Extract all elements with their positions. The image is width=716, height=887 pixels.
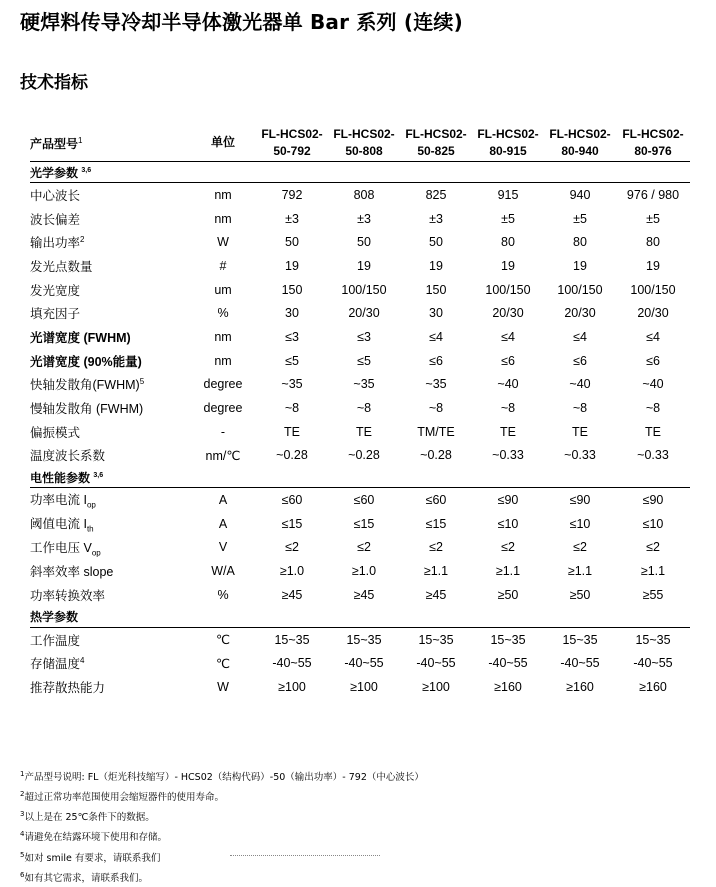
param-value: ≤15 bbox=[425, 516, 447, 531]
param-value: ≥1.1 bbox=[567, 564, 593, 579]
param-unit: % bbox=[217, 306, 229, 321]
param-value: ±3 bbox=[285, 211, 299, 226]
param-value: 19 bbox=[501, 258, 515, 273]
param-value: 50 bbox=[285, 235, 299, 250]
category-row-optical bbox=[30, 162, 690, 183]
param-value: ≤4 bbox=[429, 329, 443, 344]
param-name: 推荐散热能力 bbox=[30, 680, 106, 695]
param-name: 发光点数量 bbox=[30, 259, 93, 274]
param-value: 915 bbox=[497, 187, 519, 202]
footnote: $^5$如对 smile 有要求，请联系我们 bbox=[20, 850, 161, 864]
param-value: ≥50 bbox=[569, 587, 591, 602]
param-value: ±3 bbox=[429, 211, 443, 226]
param-name: 输出功率$^2$ bbox=[30, 235, 85, 251]
param-value: ~40 bbox=[642, 377, 664, 392]
param-value: ±5 bbox=[501, 211, 515, 226]
page-cutoff-line bbox=[230, 855, 380, 861]
param-name: 功率转换效率 bbox=[30, 588, 106, 603]
param-value: 825 bbox=[425, 187, 447, 202]
param-value: ≤5 bbox=[357, 353, 371, 368]
param-value: 80 bbox=[646, 235, 660, 250]
param-value: 15~35 bbox=[490, 632, 526, 647]
param-value: TE bbox=[356, 424, 372, 439]
param-value: 150 bbox=[281, 282, 303, 297]
param-value: TE bbox=[645, 424, 661, 439]
param-unit: ℃ bbox=[215, 656, 231, 671]
param-name: 存储温度$^4$ bbox=[30, 656, 85, 672]
param-value: -40~55 bbox=[272, 656, 312, 671]
param-value: 20/30 bbox=[492, 306, 524, 321]
param-name: 工作温度 bbox=[30, 633, 81, 648]
param-value: 15~35 bbox=[346, 632, 382, 647]
param-value: 150 bbox=[425, 282, 447, 297]
param-value: 15~35 bbox=[418, 632, 454, 647]
param-value: ~35 bbox=[281, 377, 303, 392]
param-value: 50 bbox=[429, 235, 443, 250]
param-value: ≥1.0 bbox=[279, 564, 305, 579]
category-label: 光学参数 $^{3,6}$ bbox=[30, 162, 690, 183]
param-value: 20/30 bbox=[348, 306, 380, 321]
footnote: $^3$以上是在 25℃条件下的数据。 bbox=[20, 810, 155, 824]
param-value: ≤2 bbox=[573, 540, 587, 555]
category-label: 热学参数 bbox=[30, 607, 690, 628]
param-unit: nm bbox=[214, 211, 232, 226]
param-value: ≤6 bbox=[573, 353, 587, 368]
param-value: 19 bbox=[285, 258, 299, 273]
table-row bbox=[30, 301, 690, 325]
param-value: -40~55 bbox=[416, 656, 456, 671]
param-value: ≥45 bbox=[353, 587, 375, 602]
param-name: 偏振模式 bbox=[30, 425, 81, 440]
param-value: ≥160 bbox=[639, 679, 667, 694]
param-value: ≤2 bbox=[501, 540, 515, 555]
param-value: 19 bbox=[357, 258, 371, 273]
param-value: 100/150 bbox=[341, 282, 387, 297]
header-model: FL-HCS02- 50-808 bbox=[328, 124, 400, 162]
param-name: 波长偏差 bbox=[30, 212, 81, 227]
table-row bbox=[30, 254, 690, 278]
param-value: 80 bbox=[501, 235, 515, 250]
param-name: 光谱宽度 (FWHM) bbox=[30, 330, 131, 345]
param-value: 15~35 bbox=[635, 632, 671, 647]
param-value: ≥50 bbox=[497, 587, 519, 602]
param-unit: nm bbox=[214, 329, 232, 344]
param-unit: W bbox=[217, 679, 229, 694]
param-value: ≤6 bbox=[646, 353, 660, 368]
param-name: 斜率效率 slope bbox=[30, 565, 114, 580]
param-name: 填充因子 bbox=[30, 307, 81, 322]
param-value: 50 bbox=[357, 235, 371, 250]
param-unit: W bbox=[217, 235, 229, 250]
param-value: TE bbox=[500, 424, 516, 439]
param-value: ±5 bbox=[646, 211, 660, 226]
param-value: -40~55 bbox=[344, 656, 384, 671]
table-row bbox=[30, 675, 690, 699]
table-row bbox=[30, 488, 690, 512]
table-row bbox=[30, 396, 690, 420]
param-value: ≤2 bbox=[429, 540, 443, 555]
param-value: 30 bbox=[429, 306, 443, 321]
param-value: ≤10 bbox=[642, 516, 664, 531]
param-value: ≤4 bbox=[573, 329, 587, 344]
table-row bbox=[30, 583, 690, 607]
param-value: ≥100 bbox=[278, 679, 306, 694]
table-row bbox=[30, 627, 690, 651]
param-value: TM/TE bbox=[417, 424, 455, 439]
param-value: ~35 bbox=[353, 377, 375, 392]
table-row bbox=[30, 207, 690, 231]
param-name: 中心波长 bbox=[30, 188, 81, 203]
param-value: ≤60 bbox=[281, 493, 303, 508]
header-product-model: 产品型号$^1$ bbox=[30, 124, 190, 162]
param-value: ~0.33 bbox=[637, 448, 669, 463]
param-value: 976 / 980 bbox=[626, 187, 680, 202]
page-title: 硬焊料传导冷却半导体激光器单 Bar 系列 (连续) bbox=[20, 10, 463, 34]
param-value: ~40 bbox=[497, 377, 519, 392]
param-value: ~8 bbox=[500, 401, 516, 416]
param-value: ≤4 bbox=[646, 329, 660, 344]
param-value: ≥100 bbox=[350, 679, 378, 694]
param-value: ~8 bbox=[645, 401, 661, 416]
param-name: 工作电压 $V_{op}$ bbox=[30, 540, 101, 558]
param-value: ≥1.1 bbox=[423, 564, 449, 579]
param-value: 15~35 bbox=[562, 632, 598, 647]
param-value: ±5 bbox=[573, 211, 587, 226]
param-name: 慢轴发散角 (FWHM) bbox=[30, 402, 144, 417]
category-label: 电性能参数 $^{3,6}$ bbox=[30, 467, 690, 488]
param-value: -40~55 bbox=[560, 656, 600, 671]
param-name: 功率电流 $I_{op}$ bbox=[30, 493, 96, 510]
param-unit: - bbox=[220, 424, 226, 439]
param-name: 阈值电流 $I_{th}$ bbox=[30, 517, 94, 534]
param-value: ≥160 bbox=[494, 679, 522, 694]
spec-table bbox=[30, 124, 690, 699]
footnote: $^4$请避免在结露环境下使用和存储。 bbox=[20, 830, 167, 844]
table-row bbox=[30, 373, 690, 397]
param-value: ≥1.1 bbox=[495, 564, 521, 579]
param-value: ≤5 bbox=[285, 353, 299, 368]
header-row bbox=[30, 124, 690, 162]
param-value: ≥55 bbox=[642, 587, 664, 602]
section-heading: 技术指标 bbox=[20, 73, 88, 93]
param-name: 光谱宽度 (90%能量) bbox=[30, 354, 142, 369]
table-body bbox=[30, 162, 690, 699]
param-value: 19 bbox=[429, 258, 443, 273]
header-model: FL-HCS02- 50-825 bbox=[400, 124, 472, 162]
param-unit: A bbox=[218, 493, 228, 508]
table-row bbox=[30, 559, 690, 583]
param-value: ~8 bbox=[356, 401, 372, 416]
param-value: ≤2 bbox=[646, 540, 660, 555]
param-unit: degree bbox=[203, 401, 243, 416]
param-value: ≤4 bbox=[501, 329, 515, 344]
table-row bbox=[30, 183, 690, 207]
param-value: ~0.28 bbox=[348, 448, 380, 463]
footnote: $^1$产品型号说明: FL（炬光科技缩写）- HCS02（结构代码）-50（输出功率）- 792（中心波长） bbox=[20, 770, 424, 784]
param-value: -40~55 bbox=[488, 656, 528, 671]
param-value: ≤15 bbox=[281, 516, 303, 531]
param-value: 808 bbox=[353, 187, 375, 202]
header-model: FL-HCS02- 80-976 bbox=[616, 124, 690, 162]
param-value: ~8 bbox=[572, 401, 588, 416]
param-value: ≤6 bbox=[429, 353, 443, 368]
param-value: TE bbox=[572, 424, 588, 439]
param-value: ≥160 bbox=[566, 679, 594, 694]
param-unit: nm/℃ bbox=[205, 448, 241, 463]
param-value: ≤6 bbox=[501, 353, 515, 368]
param-unit: nm bbox=[214, 353, 232, 368]
header-model: FL-HCS02- 50-792 bbox=[256, 124, 328, 162]
param-value: 20/30 bbox=[564, 306, 596, 321]
table-row bbox=[30, 325, 690, 349]
param-value: ≤60 bbox=[353, 493, 375, 508]
param-value: 15~35 bbox=[274, 632, 310, 647]
footnote: $^6$如有其它需求，请联系我们。 bbox=[20, 870, 148, 884]
table-row bbox=[30, 230, 690, 254]
param-value: -40~55 bbox=[633, 656, 673, 671]
param-value: ≤15 bbox=[353, 516, 375, 531]
param-value: 19 bbox=[573, 258, 587, 273]
param-value: ~8 bbox=[284, 401, 300, 416]
table-row bbox=[30, 512, 690, 536]
table-row bbox=[30, 536, 690, 560]
table-row bbox=[30, 349, 690, 373]
param-value: 30 bbox=[285, 306, 299, 321]
param-unit: degree bbox=[203, 377, 243, 392]
param-value: ≤3 bbox=[285, 329, 299, 344]
param-value: TE bbox=[284, 424, 300, 439]
header-model: FL-HCS02- 80-940 bbox=[544, 124, 616, 162]
category-row-thermal bbox=[30, 607, 690, 628]
param-value: ≥45 bbox=[425, 587, 447, 602]
param-value: ≥45 bbox=[281, 587, 303, 602]
param-value: ~0.28 bbox=[276, 448, 308, 463]
param-value: ≤90 bbox=[642, 493, 664, 508]
param-unit: um bbox=[214, 282, 232, 297]
param-value: ≥1.1 bbox=[640, 564, 666, 579]
param-value: ~35 bbox=[425, 377, 447, 392]
param-value: ~0.33 bbox=[492, 448, 524, 463]
param-value: 19 bbox=[646, 258, 660, 273]
param-value: 20/30 bbox=[637, 306, 669, 321]
param-value: ≤2 bbox=[285, 540, 299, 555]
param-value: ≤10 bbox=[497, 516, 519, 531]
param-value: 100/150 bbox=[630, 282, 676, 297]
param-value: 792 bbox=[281, 187, 303, 202]
param-value: 100/150 bbox=[557, 282, 603, 297]
param-value: ≤10 bbox=[569, 516, 591, 531]
table-row bbox=[30, 420, 690, 444]
param-value: ≤90 bbox=[497, 493, 519, 508]
param-value: ≤3 bbox=[357, 329, 371, 344]
param-unit: V bbox=[218, 540, 228, 555]
param-value: ≤90 bbox=[569, 493, 591, 508]
param-unit: W/A bbox=[211, 564, 235, 579]
param-value: ≥100 bbox=[422, 679, 450, 694]
table-row bbox=[30, 444, 690, 468]
param-unit: % bbox=[217, 587, 229, 602]
param-value: ~8 bbox=[428, 401, 444, 416]
param-value: ≥1.0 bbox=[351, 564, 377, 579]
category-row-electrical bbox=[30, 467, 690, 488]
footnote: $^2$超过正常功率范围使用会缩短器件的使用寿命。 bbox=[20, 790, 224, 804]
param-name: 温度波长系数 bbox=[30, 449, 106, 464]
param-value: ≤2 bbox=[357, 540, 371, 555]
param-name: 快轴发散角(FWHM)$^5$ bbox=[30, 377, 145, 393]
header-unit: 单位 bbox=[190, 124, 256, 162]
param-unit: ℃ bbox=[215, 633, 231, 648]
table-row bbox=[30, 651, 690, 675]
param-unit: # bbox=[219, 258, 227, 273]
param-name: 发光宽度 bbox=[30, 283, 81, 298]
param-value: ≤60 bbox=[425, 493, 447, 508]
param-value: ~0.28 bbox=[420, 448, 452, 463]
param-value: ±3 bbox=[357, 211, 371, 226]
param-value: 100/150 bbox=[485, 282, 531, 297]
table-row bbox=[30, 278, 690, 302]
param-unit: nm bbox=[214, 187, 232, 202]
footnotes bbox=[20, 766, 424, 887]
param-value: ~0.33 bbox=[564, 448, 596, 463]
param-unit: A bbox=[218, 516, 228, 531]
param-value: 940 bbox=[569, 187, 591, 202]
header-model: FL-HCS02- 80-915 bbox=[472, 124, 544, 162]
param-value: 80 bbox=[573, 235, 587, 250]
param-value: ~40 bbox=[569, 377, 591, 392]
